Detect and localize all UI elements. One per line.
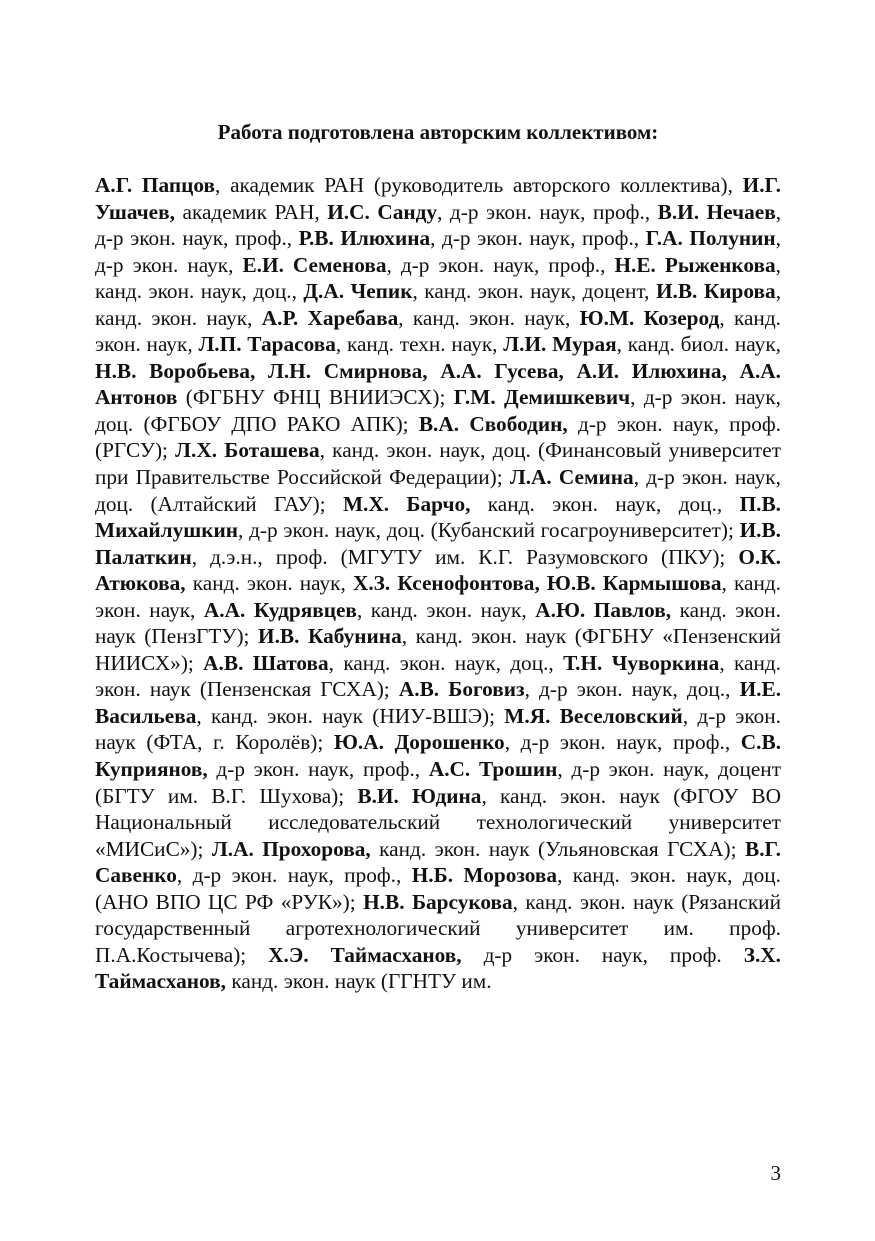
author-credentials: , д-р экон. наук, проф., <box>504 730 741 755</box>
author-credentials: , д-р экон. наук (ФТА, г. Королёв); <box>95 703 781 755</box>
author-name: Н.Е. Рыженкова <box>614 252 776 277</box>
page-number: 3 <box>770 1161 781 1185</box>
author-name: Ю.А. Дорошенко <box>333 730 505 755</box>
author-name: А.Р. Харебава <box>261 305 399 330</box>
authors-paragraph <box>95 172 781 995</box>
author-name: Т.Н. Чуворкина <box>563 650 720 675</box>
author-name: Г.М. Демишкевич <box>453 385 631 410</box>
author-name: Д.А. Чепик <box>303 279 413 304</box>
author-credentials: , канд. экон. наук, доц., <box>328 650 564 675</box>
author-name: Л.И. Мурая <box>503 332 617 357</box>
author-credentials: , канд. экон. наук, доц. (Финансовый университет при Правительстве Российской Федерации); <box>95 438 781 490</box>
author-credentials: , канд. экон. наук, <box>398 305 580 330</box>
author-name: И.Е. Васильева <box>95 677 782 728</box>
author-credentials: , д-р экон. наук, доц. (Кубанский госагроуниверситет); <box>238 518 740 543</box>
author-name: З.Х. Таймасханов, <box>95 942 781 994</box>
author-credentials: , д-р экон. наук, проф., <box>95 199 782 251</box>
author-credentials: , канд. экон. наук, <box>95 305 781 357</box>
author-name: И.В. Кирова <box>655 279 776 304</box>
author-name: С.В. Куприянов, <box>95 730 782 782</box>
author-credentials: , д-р экон. наук, доц. (Алтайский ГАУ); <box>95 465 781 516</box>
author-credentials: , д-р экон. наук, доц. (ФГБОУ ДПО РАКО АПК); <box>95 385 781 436</box>
author-name: Н.Б. Морозова <box>411 863 558 888</box>
author-name: А.Ю. Павлов, <box>535 597 672 622</box>
author-credentials: канд. экон. наук, <box>185 571 353 596</box>
author-credentials: , д-р экон. наук, доц., <box>524 677 740 702</box>
author-name: И.С. Санду <box>327 199 438 224</box>
author-name: Г.А. Полунин <box>645 226 776 251</box>
author-credentials: , д-р экон. наук, проф., <box>437 199 658 224</box>
author-credentials: (ФГБНУ ФНЦ ВНИИЭСХ); <box>177 385 454 410</box>
author-credentials: канд. экон. наук, доц., <box>470 491 740 516</box>
author-credentials: , канд. экон. наук, <box>95 279 782 330</box>
author-name: А.А. Кудрявцев <box>203 597 357 622</box>
author-credentials: , канд. экон. наук (ФГБНУ «Пензенский НИИСХ»); <box>95 624 782 675</box>
author-name: Н.В. Барсукова <box>363 889 513 914</box>
author-name: Ю.М. Козерод <box>579 305 720 330</box>
author-credentials: , д-р экон. наук, проф., <box>386 252 615 277</box>
author-name: Р.В. Илюхина <box>298 226 431 251</box>
author-name: Е.И. Семенова <box>242 252 387 277</box>
author-credentials: , канд. экон. наук (НИУ-ВШЭ); <box>196 703 505 728</box>
author-credentials: , канд. экон. наук (Пензенская ГСХА); <box>95 650 782 702</box>
author-name: А.В. Боговиз <box>398 677 525 702</box>
author-credentials: , д-р экон. наук, проф., <box>176 863 412 888</box>
author-credentials: , канд. экон. наук, доц. (АНО ВПО ЦС РФ «РУК»); <box>95 863 782 914</box>
author-credentials: , канд. техн. наук, <box>335 332 504 357</box>
author-credentials: , д-р экон. наук, проф., <box>430 226 646 251</box>
author-credentials: , д-р экон. наук, доцент (БГТУ им. В.Г. Шухова); <box>95 757 782 808</box>
author-name: И.Г. Ушачев, <box>95 173 782 224</box>
author-name: Л.А. Прохорова, <box>211 836 371 861</box>
author-credentials: д-р экон. наук, проф., <box>207 757 429 782</box>
author-credentials: , канд. биол. наук, <box>616 332 781 357</box>
author-credentials: , д.э.н., проф. (МГУТУ им. К.Г. Разумовского (ПКУ); <box>191 544 739 569</box>
author-name: И.В. Кабунина <box>258 624 402 649</box>
author-name: А.Г. Папцов <box>95 173 216 197</box>
author-name: В.И. Нечаев <box>657 199 776 224</box>
author-name: М.Х. Барчо, <box>342 491 471 516</box>
author-credentials: д-р экон. наук, проф. (РГСУ); <box>95 411 781 463</box>
author-credentials: академик РАН, <box>174 199 328 224</box>
author-name: П.В. Михайлушкин <box>95 491 781 543</box>
author-credentials: д-р экон. наук, проф. <box>461 942 744 967</box>
author-credentials: , д-р экон. наук, <box>95 226 781 277</box>
author-name: О.К. Атюкова, <box>95 544 781 596</box>
author-credentials: канд. экон. наук (ПензГТУ); <box>95 597 781 649</box>
author-name: Х.З. Ксенофонтова, Ю.В. Кармышова <box>352 571 722 596</box>
author-name: В.Г. Савенко <box>95 836 781 888</box>
author-credentials: , канд. экон. наук, доцент, <box>412 279 656 304</box>
author-name: Л.А. Семина <box>509 465 634 490</box>
page-title: Работа подготовлена авторским коллективом: <box>217 120 659 144</box>
author-credentials: канд. экон. наук (ГГНТУ им. <box>226 969 492 994</box>
author-credentials: , канд. экон. наук (Рязанский государственный агротехнологический университет им. проф. П.А.Костычева); <box>95 889 781 967</box>
author-name: В.И. Юдина <box>357 783 482 808</box>
author-name: А.С. Трошин <box>428 757 558 782</box>
author-credentials: канд. экон. наук (Ульяновская ГСХА); <box>370 836 745 861</box>
author-name: И.В. Палаткин <box>95 518 781 569</box>
author-credentials: , канд. экон. наук, доц., <box>95 252 781 304</box>
author-credentials: , канд. экон. наук (ФГОУ ВО Национальный исследовательский технологический университет «МИСиС»); <box>95 783 781 861</box>
author-name: Л.П. Тарасова <box>198 332 336 357</box>
author-name: В.А. Свободин, <box>418 411 568 436</box>
author-name: М.Я. Веселовский <box>504 703 683 728</box>
author-name: Л.Х. Боташева <box>175 438 320 463</box>
author-credentials: , канд. экон. наук, <box>356 597 536 622</box>
author-name: А.В. Шатова <box>203 650 329 675</box>
author-credentials: , академик РАН (руководитель авторского коллектива), <box>215 173 743 197</box>
author-name: Н.В. Воробьева, Л.Н. Смирнова, А.А. Гусева, А.И. Илюхина, А.А. Антонов <box>95 358 781 410</box>
author-credentials: , канд. экон. наук, <box>95 571 781 622</box>
author-name: Х.Э. Таймасханов, <box>268 942 462 967</box>
